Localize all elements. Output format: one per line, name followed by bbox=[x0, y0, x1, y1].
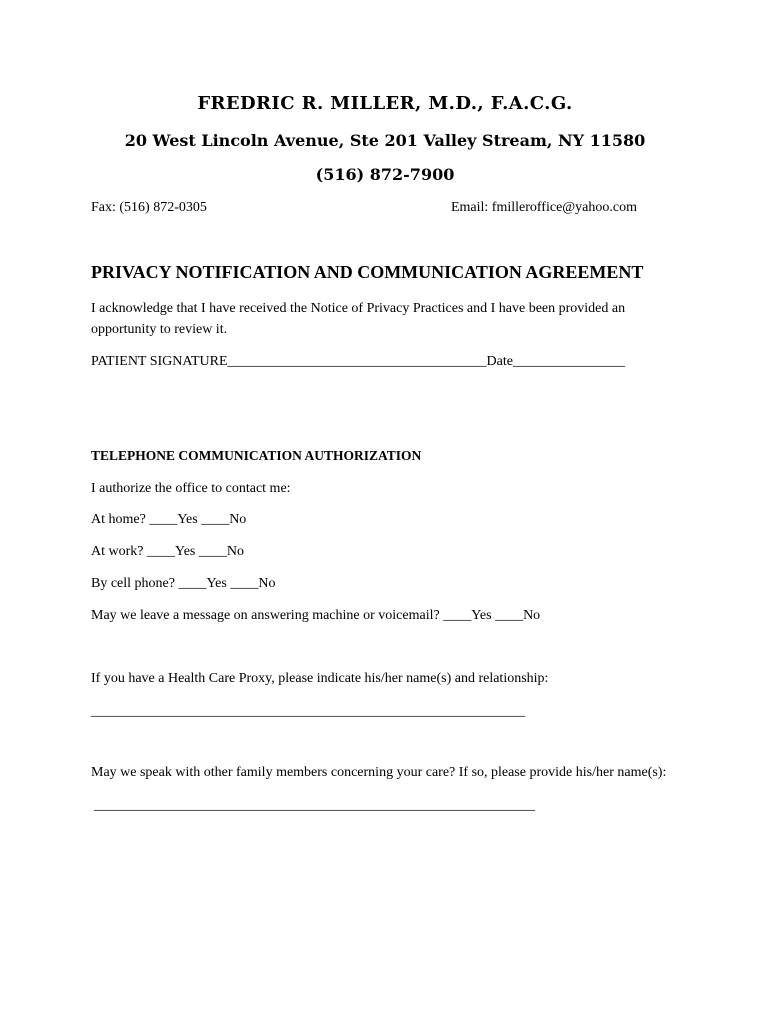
office-fax: Fax: (516) 872-0305 bbox=[91, 200, 207, 215]
privacy-acknowledgement: I acknowledge that I have received the Notice of Privacy Practices and I have been provided an opportunity to review it. bbox=[91, 301, 626, 337]
office-phone: (516) 872-7900 bbox=[315, 165, 455, 184]
at-work-field[interactable]: At work? ____Yes ____No bbox=[91, 544, 244, 559]
at-home-field[interactable]: At home? ____Yes ____No bbox=[91, 512, 247, 527]
voicemail-field[interactable]: May we leave a message on answering machine or voicemail? ____Yes ____No bbox=[91, 608, 541, 623]
patient-signature-field[interactable]: PATIENT SIGNATURE_____________________________________Date________________ bbox=[91, 354, 625, 369]
cell-phone-field[interactable]: By cell phone? ____Yes ____No bbox=[91, 576, 276, 591]
privacy-section-title: PRIVACY NOTIFICATION AND COMMUNICATION AGREEMENT bbox=[91, 262, 644, 282]
family-members-field[interactable]: _______________________________________________________________ bbox=[94, 798, 535, 813]
office-email: Email: fmilleroffice@yahoo.com bbox=[450, 200, 637, 215]
health-care-proxy-question: If you have a Health Care Proxy, please indicate his/her name(s) and relationship: bbox=[91, 671, 549, 686]
family-members-question: May we speak with other family members concerning your care? If so, please provide his/her name(s): bbox=[91, 765, 667, 780]
office-address: 20 West Lincoln Avenue, Ste 201 Valley Stream, NY 11580 bbox=[124, 131, 646, 150]
telephone-section-title: TELEPHONE COMMUNICATION AUTHORIZATION bbox=[91, 448, 422, 463]
contact-intro: I authorize the office to contact me: bbox=[91, 481, 291, 496]
health-care-proxy-field[interactable]: ______________________________________________________________ bbox=[91, 704, 525, 719]
doctor-name: FREDRIC R. MILLER, M.D., F.A.C.G. bbox=[197, 93, 573, 114]
